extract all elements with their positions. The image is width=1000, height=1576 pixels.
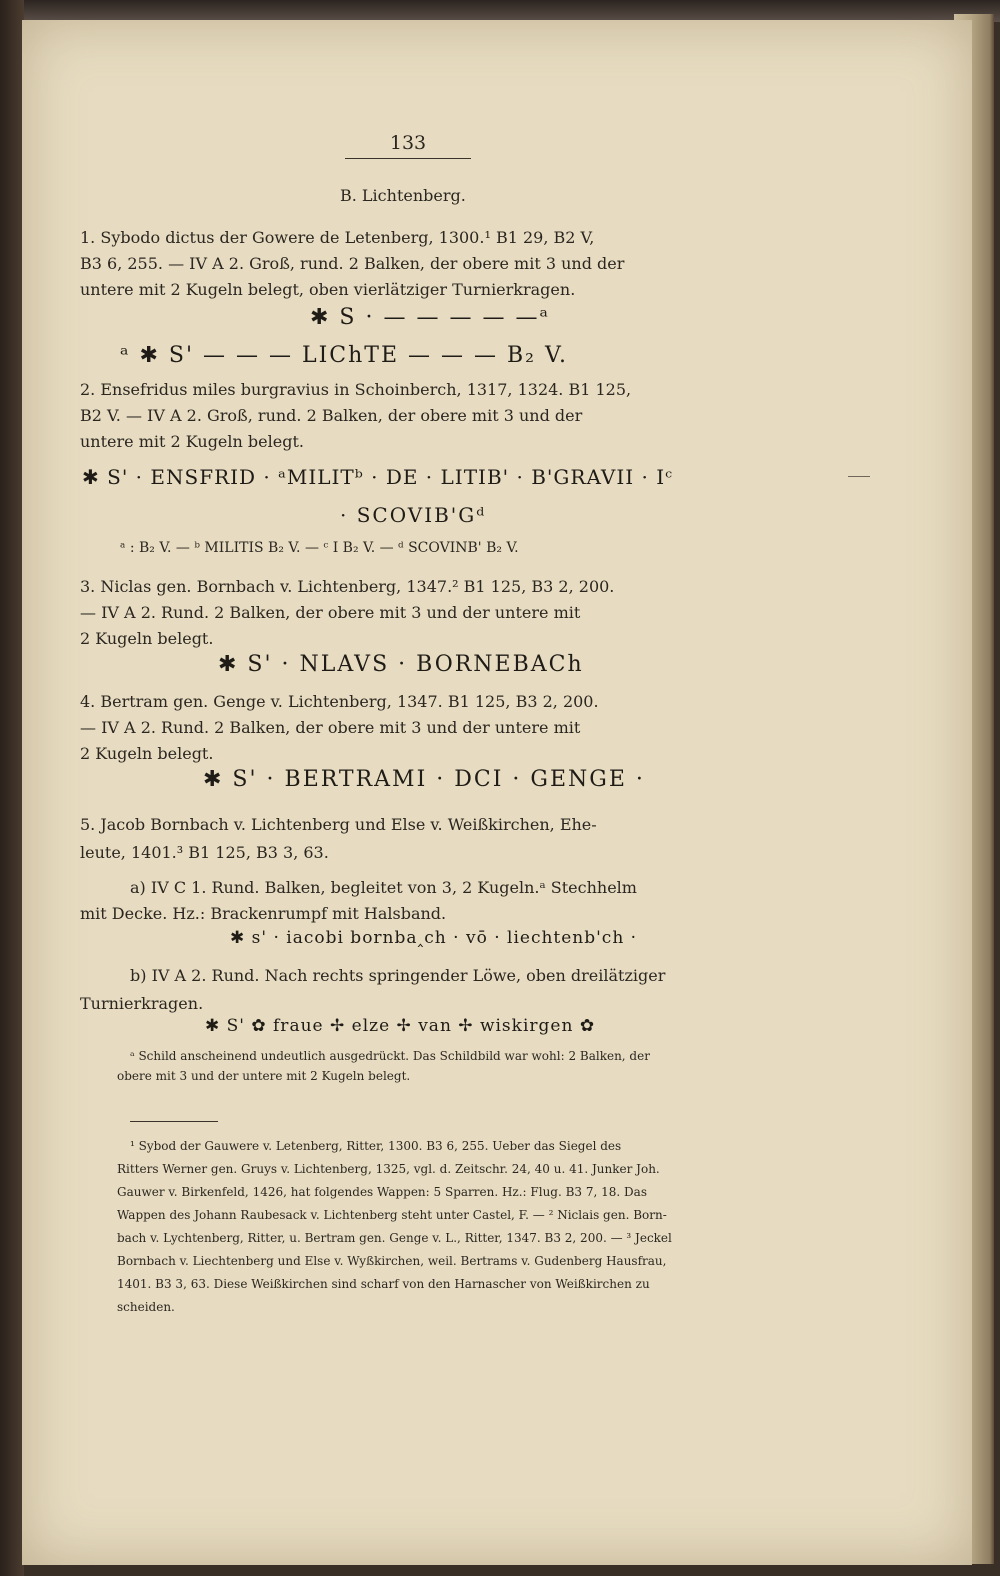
page-number: 133: [389, 132, 427, 154]
entry-5-line-1: 5. Jacob Bornbach v. Lichtenberg und Else v. Weißkirchen, Ehe-: [80, 815, 597, 834]
entry-2-line-1: 2. Ensefridus miles burgravius in Schoinberch, 1317, 1324. B1 125,: [80, 380, 632, 399]
entry-4-seal-legend: ✱ S' · BERTRAMI · DCI · GENGE ·: [203, 767, 645, 792]
footnote-line-5: bach v. Lychtenberg, Ritter, u. Bertram gen. Genge v. L., Ritter, 1347. B3 2, 200. — ³ Jeckel: [117, 1231, 672, 1245]
footnote-line-3: Gauwer v. Birkenfeld, 1426, hat folgendes Wappen: 5 Sparren. Hz.: Flug. B3 7, 18. Das: [117, 1185, 647, 1199]
entry-3-line-2: — IV A 2. Rund. 2 Balken, der obere mit 3 und der untere mit: [80, 603, 581, 622]
margin-mark: [848, 476, 870, 477]
entry-2-seal-legend-cont: · SCOVIB'Gᵈ: [340, 503, 487, 527]
entry-3-line-3: 2 Kugeln belegt.: [80, 629, 214, 648]
entry-1-seal-variant: ᵃ ✱ S' — — — LIChTE — — — B₂ V.: [120, 343, 569, 368]
book-binding-top: [0, 0, 1000, 22]
entry-5b-line-2: Turnierkragen.: [80, 994, 204, 1013]
footnote-line-8: scheiden.: [117, 1300, 175, 1314]
entry-5-seal-legend: ✱ s' · iacobi bornba‸ch · vō · liechtenb'ch ·: [230, 928, 638, 948]
entry-4-line-1: 4. Bertram gen. Genge v. Lichtenberg, 1347. B1 125, B3 2, 200.: [80, 692, 599, 711]
footnote-line-7: 1401. B3 3, 63. Diese Weißkirchen sind scharf von den Harnascher von Weißkirchen zu: [117, 1277, 650, 1291]
entry-1-line-2: B3 6, 255. — IV A 2. Groß, rund. 2 Balken, der obere mit 3 und der: [80, 254, 625, 273]
entry-5-line-3: a) IV C 1. Rund. Balken, begleitet von 3, 2 Kugeln.ᵃ Stechhelm: [130, 878, 637, 897]
header-rule: [345, 158, 471, 159]
entry-2-seal-legend: ✱ S' · ENSFRID · ᵃMILITᵇ · DE · LITIB' · B'GRAVII · Iᶜ: [82, 465, 674, 489]
footnote-line-6: Bornbach v. Liechtenberg und Else v. Wyßkirchen, weil. Bertrams v. Gudenberg Hausfrau,: [117, 1254, 667, 1268]
entry-4-line-3: 2 Kugeln belegt.: [80, 744, 214, 763]
entry-5b-seal-legend: ✱ S' ✿ fraue ✢ elze ✢ van ✢ wiskirgen ✿: [205, 1016, 596, 1036]
footnote-line-1: ¹ Sybod der Gauwere v. Letenberg, Ritter, 1300. B3 6, 255. Ueber das Siegel des: [130, 1139, 622, 1153]
entry-5-line-2: leute, 1401.³ B1 125, B3 3, 63.: [80, 843, 329, 862]
entry-4-line-2: — IV A 2. Rund. 2 Balken, der obere mit 3 und der untere mit: [80, 718, 581, 737]
entry-5b-line-1: b) IV A 2. Rund. Nach rechts springender Löwe, oben dreilätziger: [130, 966, 666, 985]
entry-1-line-1: 1. Sybodo dictus der Gowere de Letenberg, 1300.¹ B1 29, B2 V,: [80, 228, 595, 247]
inline-note-line-2: obere mit 3 und der untere mit 2 Kugeln belegt.: [117, 1069, 411, 1083]
entry-2-line-2: B2 V. — IV A 2. Groß, rund. 2 Balken, der obere mit 3 und der: [80, 406, 583, 425]
entry-2-variants: ᵃ : B₂ V. — ᵇ MILITIS B₂ V. — ᶜ I B₂ V. — ᵈ SCOVINB' B₂ V.: [120, 540, 519, 556]
entry-2-line-3: untere mit 2 Kugeln belegt.: [80, 432, 304, 451]
footnote-line-4: Wappen des Johann Raubesack v. Lichtenberg steht unter Castel, F. — ² Niclais gen. Born-: [117, 1208, 667, 1222]
entry-1-seal-legend: ✱ S · — — — — —ᵃ: [310, 305, 550, 330]
section-title: B. Lichtenberg.: [340, 186, 466, 205]
entry-3-seal-legend: ✱ S' · NLAVS · BORNEBACh: [218, 652, 584, 677]
inline-note-line-1: ᵃ Schild anscheinend undeutlich ausgedrückt. Das Schildbild war wohl: 2 Balken, der: [130, 1049, 650, 1063]
book-page: [22, 20, 972, 1565]
book-binding-left: [0, 0, 24, 1576]
entry-1-line-3: untere mit 2 Kugeln belegt, oben vierlätziger Turnierkragen.: [80, 280, 576, 299]
entry-3-line-1: 3. Niclas gen. Bornbach v. Lichtenberg, 1347.² B1 125, B3 2, 200.: [80, 577, 615, 596]
entry-5-line-4: mit Decke. Hz.: Brackenrumpf mit Halsband.: [80, 904, 447, 923]
footnote-line-2: Ritters Werner gen. Gruys v. Lichtenberg, 1325, vgl. d. Zeitschr. 24, 40 u. 41. Junker Joh.: [117, 1162, 660, 1176]
footnote-rule: [130, 1121, 218, 1122]
